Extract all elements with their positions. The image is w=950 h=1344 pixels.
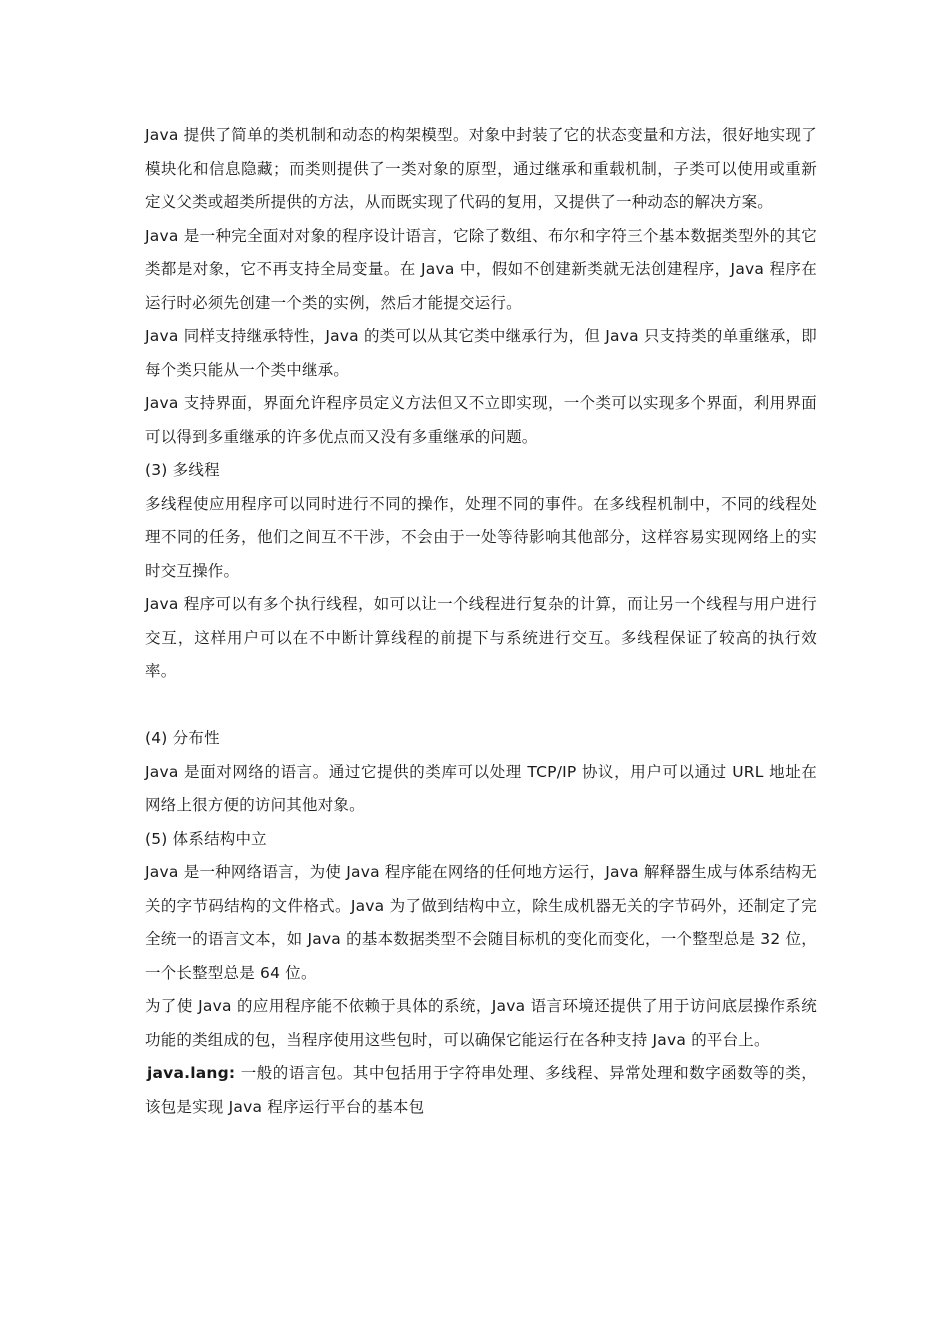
paragraph-system-packages: 为了使 Java 的应用程序能不依赖于具体的系统，Java 语言环境还提供了用于访问底层操作系统功能的类组成的包，当程序使用这些包时，可以确保它能运行在各种支持 Java 的平台上。 <box>145 997 817 1049</box>
section-heading-architecture-neutral: (5) 体系结构中立 <box>145 829 267 848</box>
paragraph-java-threads: Java 程序可以有多个执行线程，如可以让一个线程进行复杂的计算，而让另一个线程与用户进行交互，这样用户可以在不中断计算线程的前提下与系统进行交互。多线程保证了较高的执行效率。 <box>145 595 817 680</box>
blank-line <box>145 689 817 723</box>
paragraph-multithreading: 多线程使应用程序可以同时进行不同的操作，处理不同的事件。在多线程机制中，不同的线程处理不同的任务，他们之间互不干涉，不会由于一处等待影响其他部分，这样容易实现网络上的实时交互操作。 <box>145 494 817 580</box>
section-heading-distributed: (4) 分布性 <box>145 729 220 747</box>
paragraph-bytecode: Java 是一种网络语言，为使 Java 程序能在网络的任何地方运行，Java 解释器生成与体系结构无关的字节码结构的文件格式。Java 为了做到结构中立，除生成机器无关的字节码外，还制定了完全统一的语言文本，如 Java 的基本数据类型不会随目标机的变化而变化，一个整型总是 32 位，一个长整型总是 64 位。 <box>145 863 817 982</box>
paragraph-inheritance: Java 同样支持继承特性，Java 的类可以从其它类中继承行为，但 Java 只支持类的单重继承，即每个类只能从一个类中继承。 <box>145 327 817 379</box>
package-name-java-lang: java.lang: <box>147 1064 236 1082</box>
paragraph-java-lang <box>145 1057 817 1124</box>
section-heading-multithreading: (3) 多线程 <box>145 461 220 479</box>
paragraph-interfaces: Java 支持界面，界面允许程序员定义方法但又不立即实现，一个类可以实现多个界面，利用界面可以得到多重继承的许多优点而又没有多重继承的问题。 <box>145 394 817 446</box>
paragraph-object-oriented: Java 是一种完全面对对象的程序设计语言，它除了数组、布尔和字符三个基本数据类型外的其它类都是对象，它不再支持全局变量。在 Java 中，假如不创建新类就无法创建程序，Java 程序在运行时必须先创建一个类的实例，然后才能提交运行。 <box>145 226 817 312</box>
paragraph-network-language: Java 是面对网络的语言。通过它提供的类库可以处理 TCP/IP 协议，用户可以通过 URL 地址在网络上很方便的访问其他对象。 <box>145 762 817 814</box>
paragraph-class-mechanism: Java 提供了简单的类机制和动态的构架模型。对象中封装了它的状态变量和方法，很好地实现了模块化和信息隐藏；而类则提供了一类对象的原型，通过继承和重载机制，子类可以使用或重新定义父类或超类所提供的方法，从而既实现了代码的复用，又提供了一种动态的解决方案。 <box>145 126 817 211</box>
package-description: 一般的语言包。其中包括用于字符串处理、多线程、异常处理和数字函数等的类，该包是实现 Java 程序运行平台的基本包 <box>145 1064 817 1116</box>
document-body <box>145 119 817 1124</box>
